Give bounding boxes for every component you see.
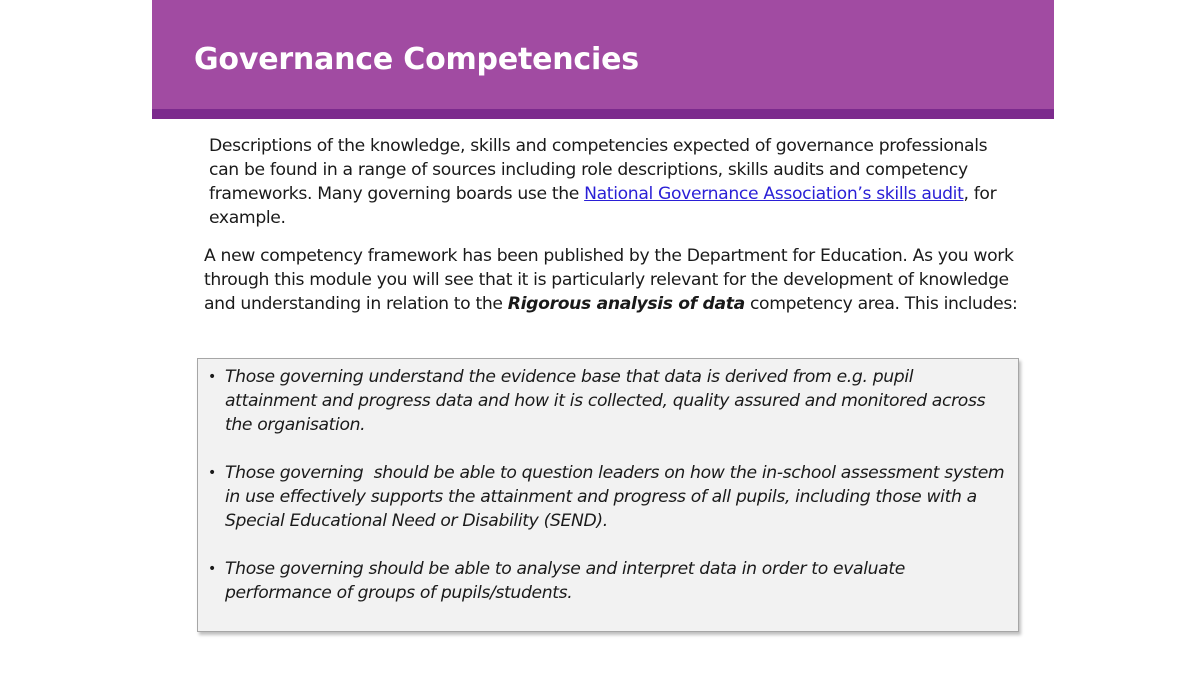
intro-text: Descriptions of the knowledge, skills and competencies expected of governance professionals can be found in a range of sources including role descriptions, skills audits and competency frameworks. Many governing boards use the <box>209 136 988 204</box>
nga-skills-audit-link[interactable]: National Governance Association’s skills audit <box>584 184 964 204</box>
list-item-text: Those governing understand the evidence base that data is derived from e.g. pupil attainment and progress data and how it is collected, quality assured and monitored across the organisation. <box>225 367 986 435</box>
competency-area-emphasis: Rigorous analysis of data <box>507 294 745 314</box>
header-accent-stripe <box>152 109 1054 119</box>
framework-text: A new competency framework has been published by the Department for Education. As you work through this module you will see that it is particularly relevant for the development of knowledge and understanding in relation to the <box>204 246 1014 314</box>
slide-title: Governance Competencies <box>194 42 639 77</box>
bullet-icon: • <box>208 561 216 577</box>
bullet-icon: • <box>208 369 216 385</box>
intro-paragraph <box>209 134 1009 230</box>
framework-paragraph <box>204 244 1019 316</box>
list-item <box>208 461 1008 533</box>
list-item <box>208 365 1008 437</box>
framework-text-end: competency area. This includes: <box>744 294 1018 314</box>
bullet-icon: • <box>208 465 216 481</box>
list-item-text: Those governing should be able to question leaders on how the in-school assessment system in use effectively supports the attainment and progress of all pupils, including those with a Special Educational Need or Disability (SEND). <box>225 463 1010 531</box>
intro-text-end: , for example. <box>209 184 997 228</box>
list-item-text: Those governing should be able to analyse and interpret data in order to evaluate performance of groups of pupils/students. <box>225 559 905 603</box>
competency-list-box <box>197 358 1019 632</box>
list-item <box>208 557 1008 605</box>
